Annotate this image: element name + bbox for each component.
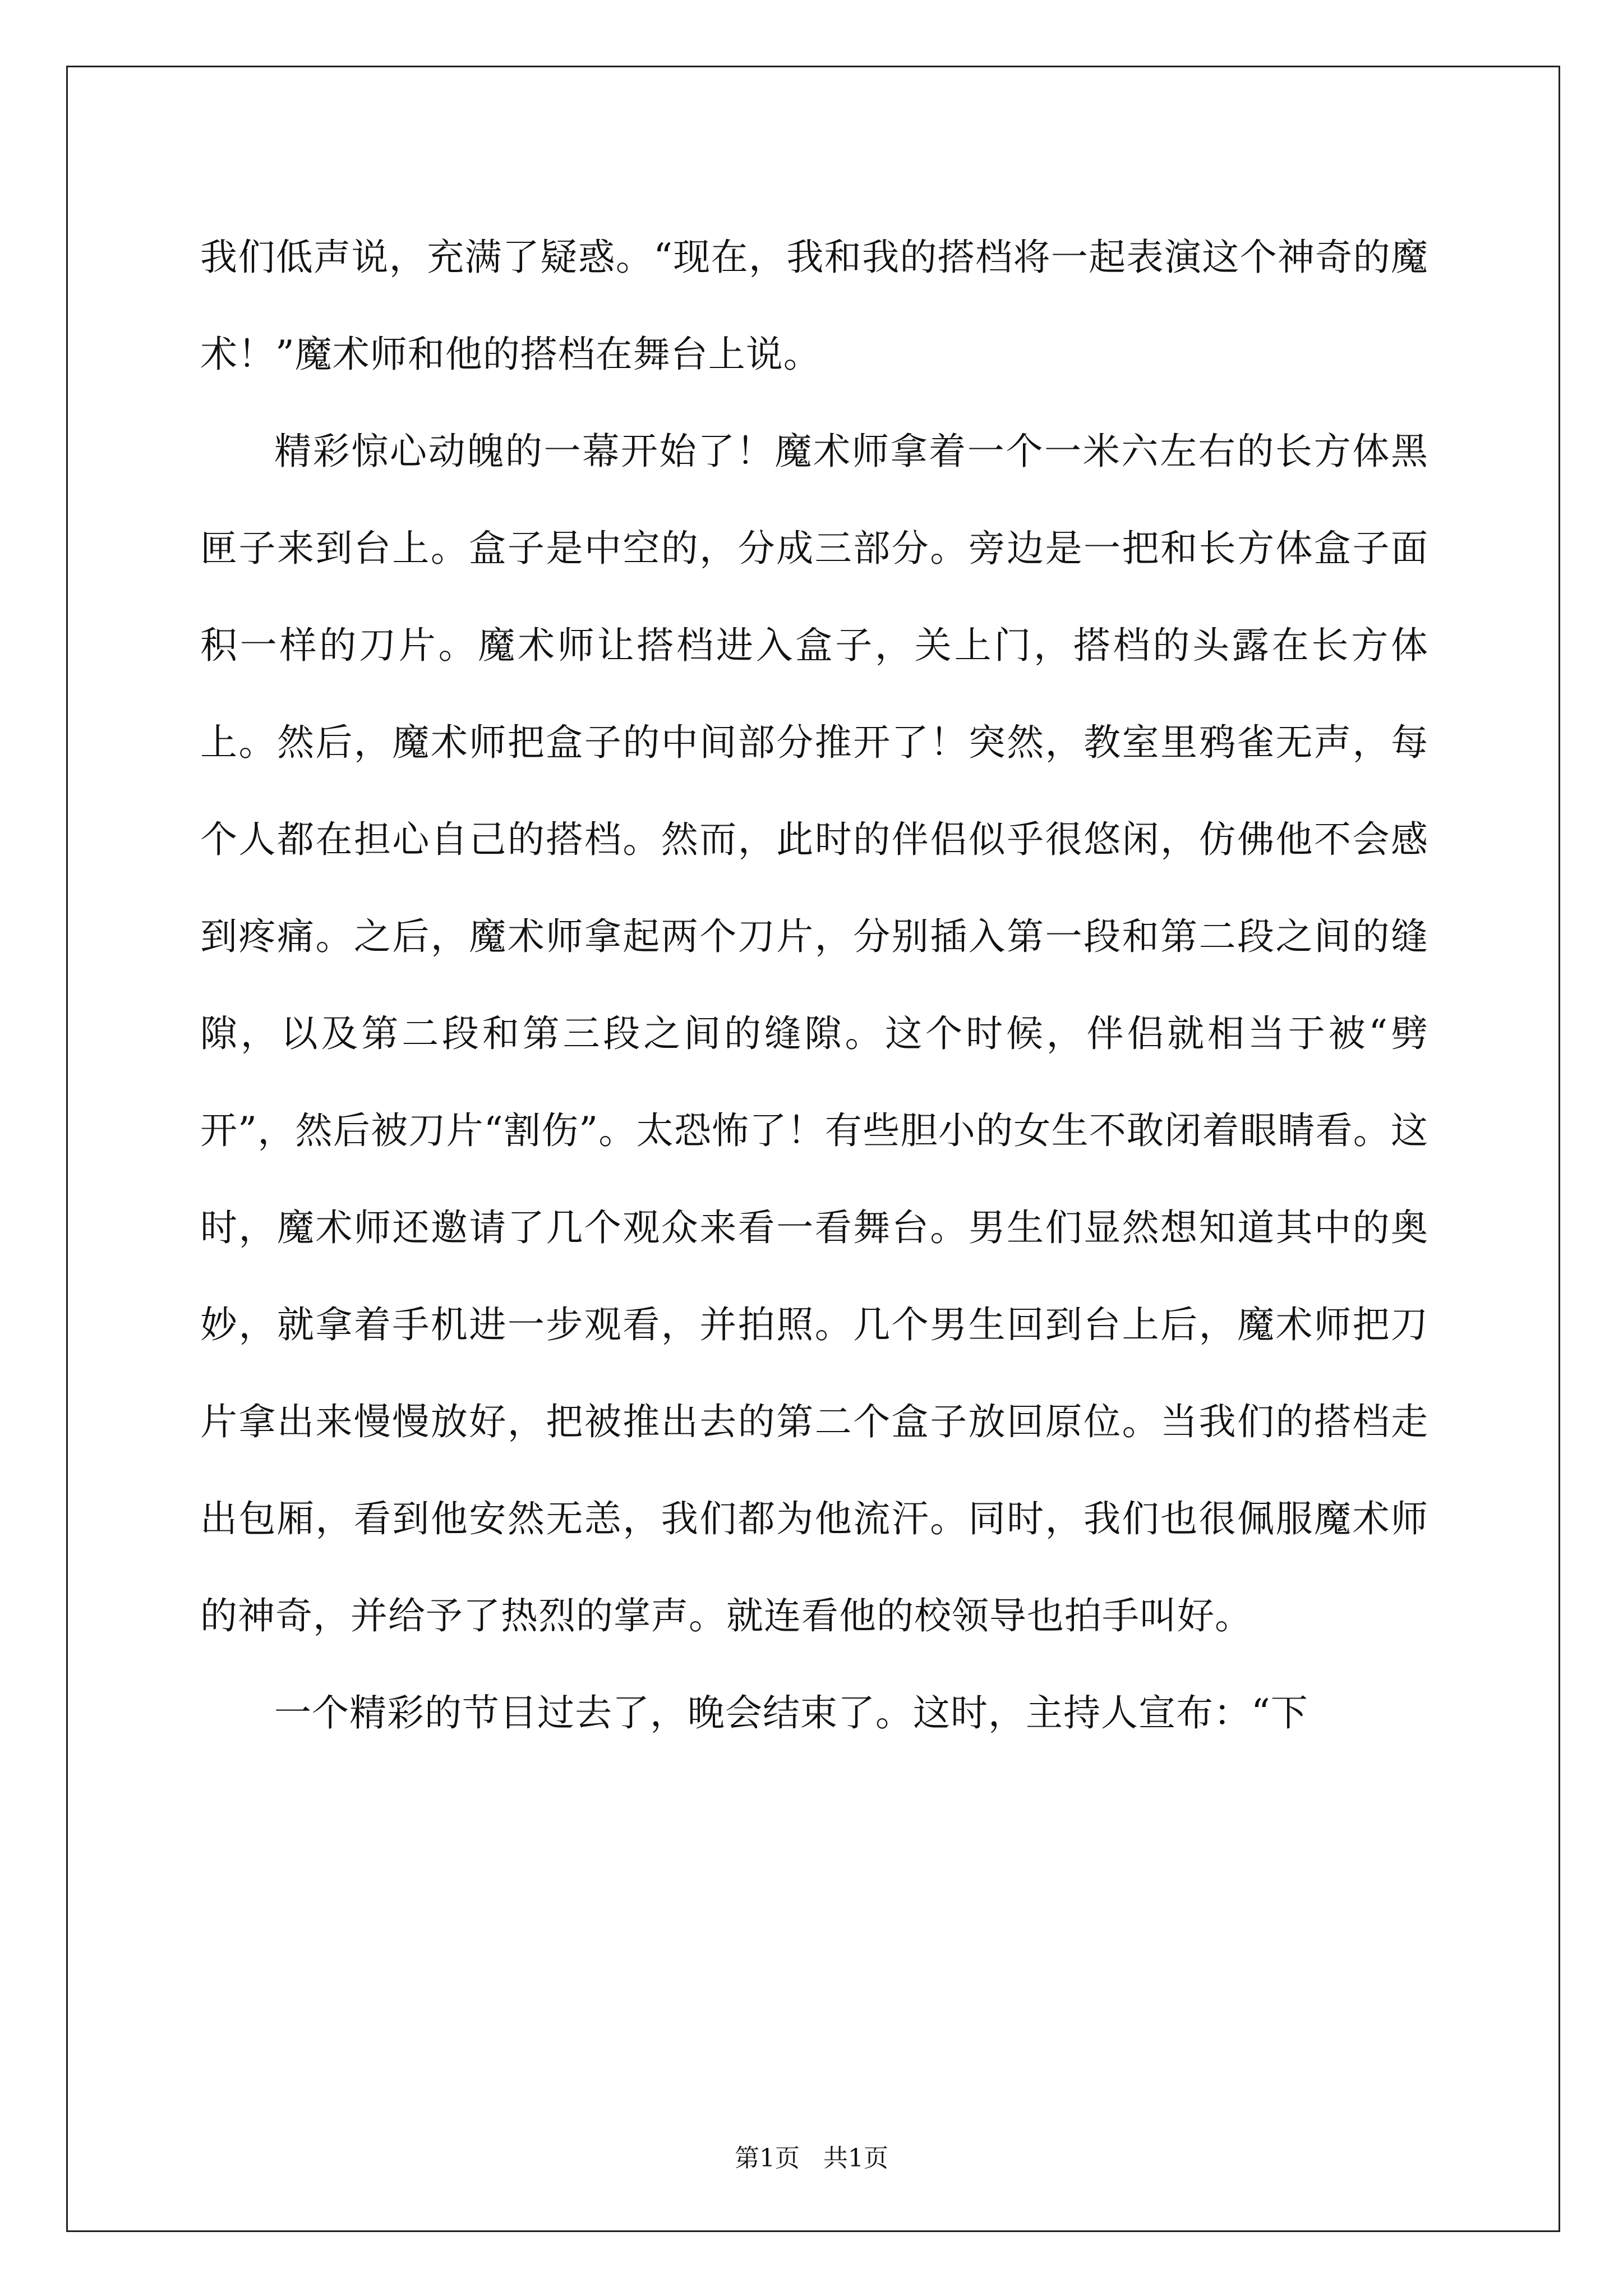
paragraph-3: 一个精彩的节目过去了，晚会结束了。这时，主持人宣布：“下 (274, 1691, 1308, 1734)
paragraph-1: 我们低声说，充满了疑惑。“现在，我和我的搭档将一起表演这个神奇的魔术！”魔术师和他的搭档在舞台上说。 (200, 236, 1428, 376)
page-total: 共1页 (823, 2144, 888, 2173)
page-number: 第1页 (735, 2144, 800, 2173)
paragraph-2: 精彩惊心动魄的一幕开始了！魔术师拿着一个一米六左右的长方体黑匣子来到台上。盒子是中空的，分成三部分。旁边是一把和长方体盒子面积一样的刀片。魔术师让搭档进入盒子，关上门，搭档的头露在长方体上。然后，魔术师把盒子的中间部分推开了！突然，教室里鸦雀无声，每个人都在担心自己的搭档。然而，此时的伴侣似乎很悠闲，仿佛他不会感到疼痛。之后，魔术师拿起两个刀片，分别插入第一段和第二段之间的缝隙，以及第二段和第三段之间的缝隙。这个时候，伴侣就相当于被“劈开”，然后被刀片“割伤”。太恐怖了！有些胆小的女生不敢闭着眼睛看。这时，魔术师还邀请了几个观众来看一看舞台。男生们显然想知道其中的奥妙，就拿着手机进一步观看，并拍照。几个男生回到台上后，魔术师把刀片拿出来慢慢放好，把被推出去的第二个盒子放回原位。当我们的搭档走出包厢，看到他安然无恙，我们都为他流汗。同时，我们也很佩服魔术师的神奇，并给予了热烈的掌声。就连看他的校领导也拍手叫好。 (200, 430, 1428, 1637)
document-body (200, 209, 1428, 1761)
page-footer (0, 2142, 1623, 2175)
